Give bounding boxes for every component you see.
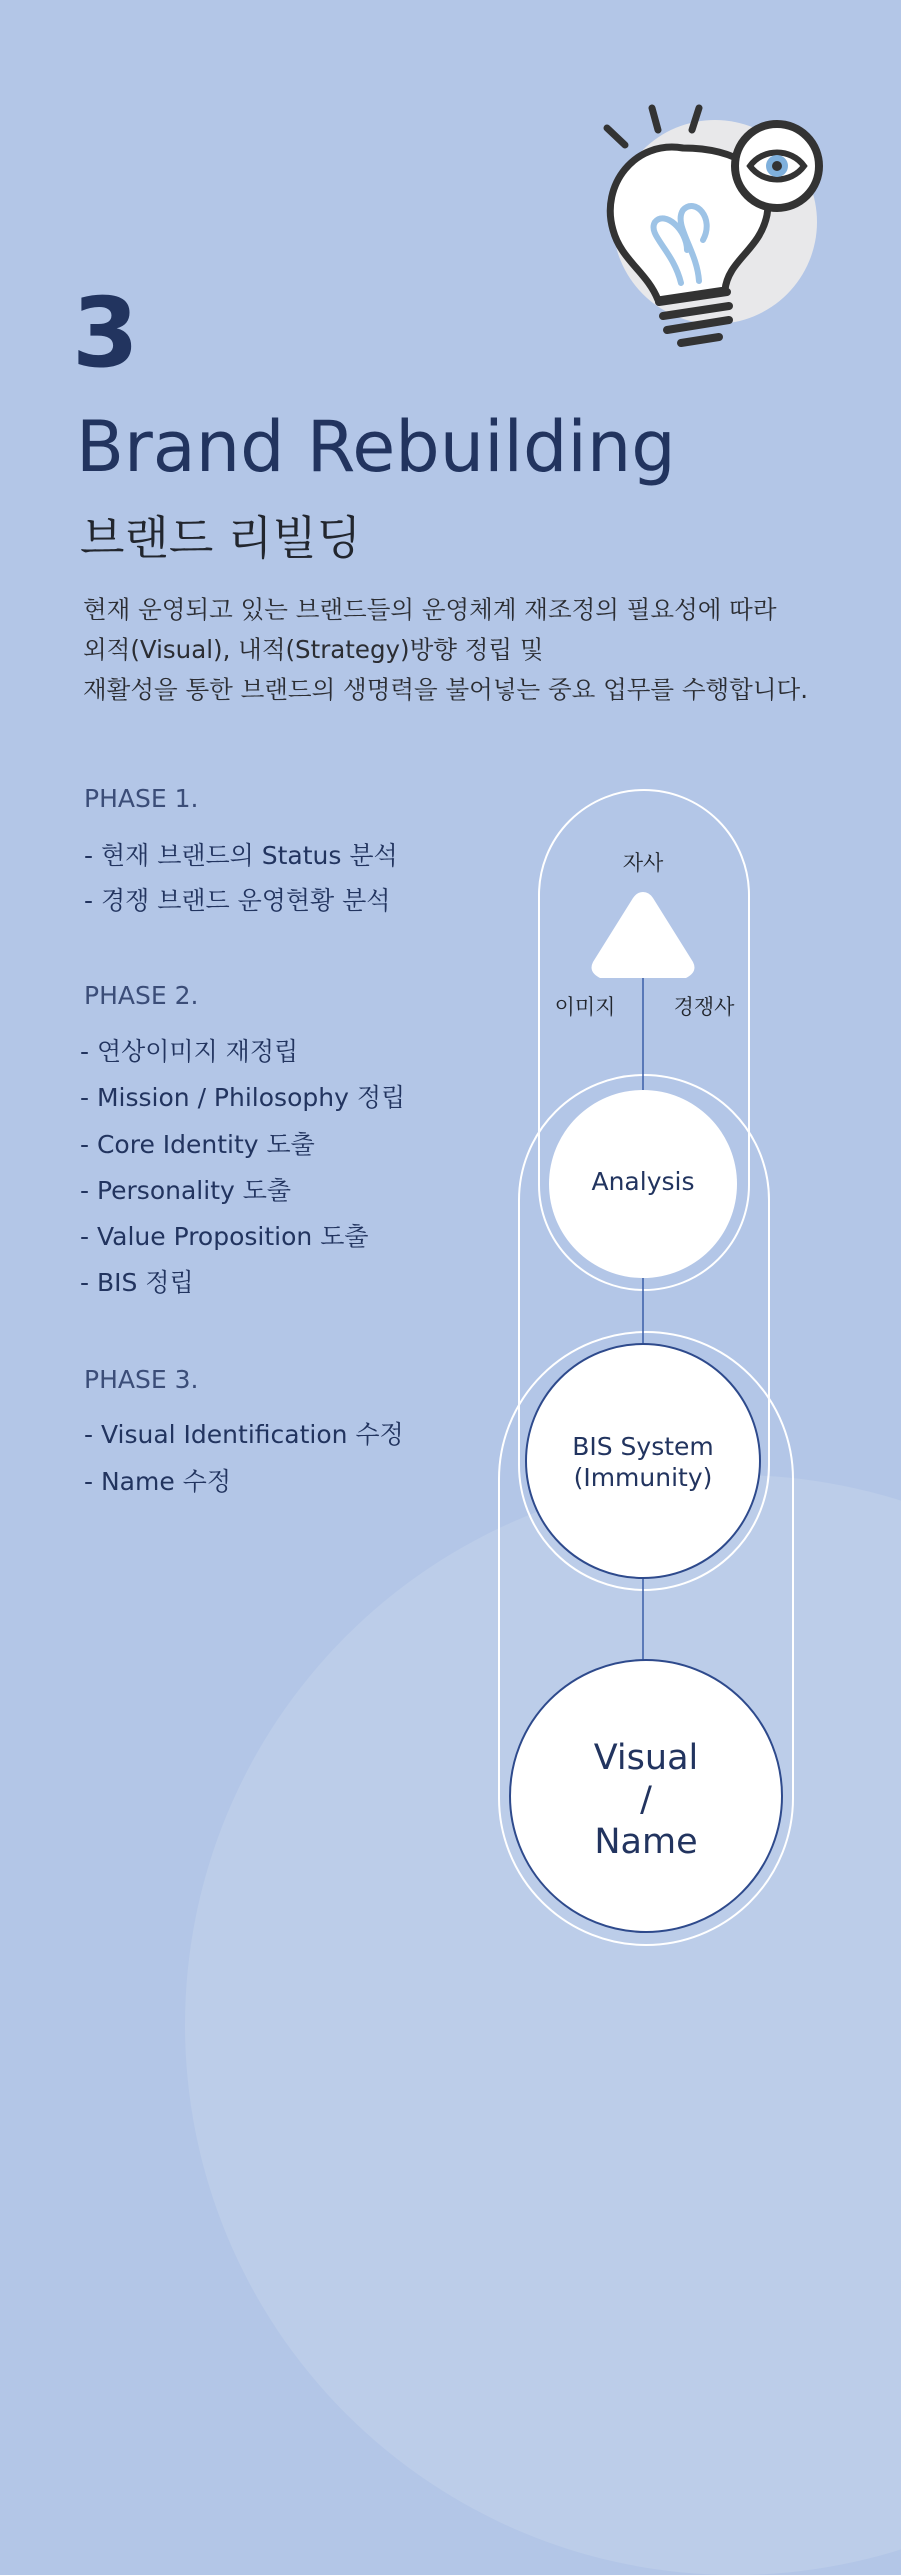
phase-1-item: - 경쟁 브랜드 운영현황 분석 — [84, 886, 391, 915]
description-line: 현재 운영되고 있는 브랜드들의 운영체계 재조정의 필요성에 따라 — [83, 595, 777, 624]
phase-2-item: - Core Identity 도출 — [80, 1130, 315, 1159]
phase-2-item: - Personality 도출 — [80, 1176, 292, 1205]
phase-2-title: PHASE 2. — [84, 981, 199, 1010]
section-number: 3 — [72, 277, 139, 389]
bis-label-line: BIS System — [572, 1432, 714, 1461]
lightbulb-eye-icon — [595, 100, 835, 350]
phase-1-item: - 현재 브랜드의 Status 분석 — [84, 841, 398, 870]
description-line: 재활성을 통한 브랜드의 생명력을 불어넣는 중요 업무를 수행합니다. — [83, 675, 808, 704]
description-line: 외적(Visual), 내적(Strategy)방향 정립 및 — [83, 635, 544, 664]
phase-2-item: - Value Proposition 도출 — [80, 1222, 369, 1251]
triangle-label-top: 자사 — [622, 851, 664, 875]
bis-label-line: (Immunity) — [573, 1463, 713, 1492]
description — [83, 590, 808, 710]
phase-3-item: - Visual Identification 수정 — [84, 1420, 404, 1449]
triangle-label-left: 이미지 — [554, 995, 616, 1019]
visual-name-line: / — [640, 1780, 652, 1820]
phase-2-item: - 연상이미지 재정립 — [80, 1037, 299, 1066]
bis-label — [526, 1431, 760, 1493]
triangle-shape — [592, 892, 695, 978]
phase-3-title: PHASE 3. — [84, 1365, 199, 1394]
phase-2-item: - BIS 정립 — [80, 1268, 194, 1297]
phase-3-item: - Name 수정 — [84, 1467, 231, 1496]
visual-name-line: Name — [594, 1822, 698, 1862]
page-title: Brand Rebuilding — [76, 406, 676, 488]
analysis-label: Analysis — [591, 1167, 695, 1196]
triangle-label-right: 경쟁사 — [673, 995, 735, 1019]
phase-2-item: - Mission / Philosophy 정립 — [80, 1083, 406, 1112]
visual-name-line: Visual — [593, 1738, 699, 1778]
page-subtitle: 브랜드 리빌딩 — [80, 511, 362, 565]
visual-name-label — [510, 1737, 782, 1863]
phase-1-title: PHASE 1. — [84, 784, 199, 813]
